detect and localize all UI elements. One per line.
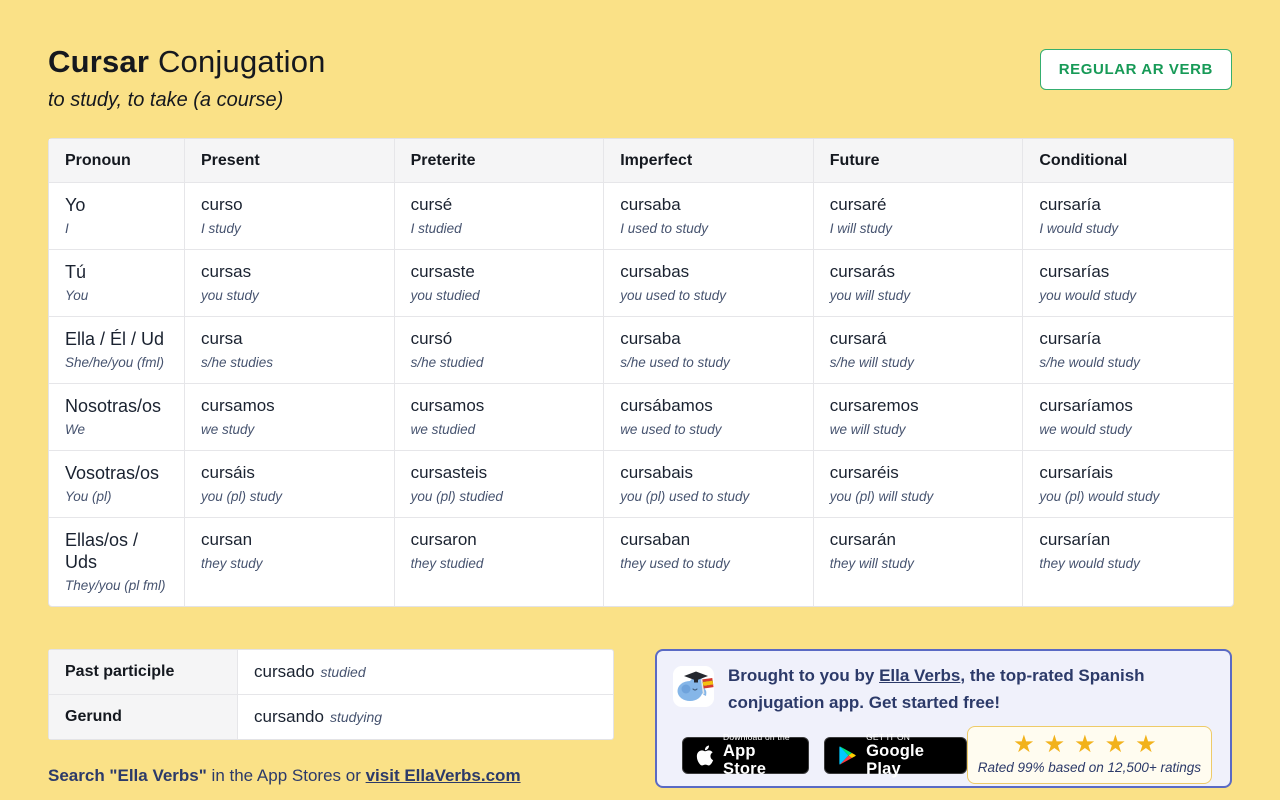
conjugation-cell xyxy=(185,384,395,451)
conjugation-cell xyxy=(814,518,1024,606)
google-play-badge[interactable] xyxy=(824,732,967,778)
gerund-translation: studying xyxy=(329,709,383,725)
conjugation-cell xyxy=(1023,317,1233,384)
conjugated-verb: cursaste xyxy=(410,262,475,281)
past-participle-word: cursado xyxy=(254,662,315,681)
pronoun: Ella / Él / Ud xyxy=(65,329,165,349)
promo-actions xyxy=(673,726,1212,784)
conjugated-verb: cursabas xyxy=(620,262,690,281)
past-participle-cell xyxy=(238,650,613,695)
conjugated-verb: cursamos xyxy=(410,396,485,415)
pronoun-cell xyxy=(49,183,185,250)
app-store-badge-text xyxy=(723,732,796,778)
table-row xyxy=(49,695,613,739)
promo-header xyxy=(673,662,1212,716)
ella-verbs-app-icon xyxy=(673,666,714,707)
conjugated-verb: cursas xyxy=(201,262,252,281)
title-block xyxy=(48,44,326,112)
conjugated-verb: cursa xyxy=(201,329,243,348)
pronoun: Vosotras/os xyxy=(65,463,160,483)
conjugated-verb: cursamos xyxy=(201,396,275,415)
column-header-future: Future xyxy=(814,139,1024,183)
promo-box xyxy=(655,649,1232,788)
bottom-left-column xyxy=(48,649,614,788)
conjugated-verb: cursaré xyxy=(829,195,887,214)
badge-tagline: GET IT ON xyxy=(866,732,911,742)
pronoun: Nosotras/os xyxy=(65,396,162,416)
pronoun-cell xyxy=(49,451,185,518)
gerund-label: Gerund xyxy=(49,695,238,739)
pronoun: Tú xyxy=(65,262,87,282)
app-store-badge[interactable] xyxy=(682,732,809,778)
translation: s/he would study xyxy=(1039,355,1140,370)
translation: we will study xyxy=(829,422,906,437)
conjugated-verb: cursarían xyxy=(1039,530,1111,549)
conjugation-cell xyxy=(814,250,1024,317)
conjugated-verb: cursaría xyxy=(1039,329,1101,348)
translation: I used to study xyxy=(620,221,708,236)
conjugated-verb: cursasteis xyxy=(410,463,488,482)
pronoun-cell xyxy=(49,384,185,451)
translation: you (pl) used to study xyxy=(620,489,750,504)
conjugation-cell xyxy=(1023,250,1233,317)
translation: they study xyxy=(201,556,263,571)
conjugated-verb: cursan xyxy=(201,530,253,549)
regular-ar-verb-badge[interactable]: REGULAR AR VERB xyxy=(1040,49,1232,90)
bottom-section xyxy=(48,649,1232,788)
conjugation-cell xyxy=(604,183,814,250)
verb-forms-table xyxy=(48,649,614,740)
past-participle-label: Past participle xyxy=(49,650,238,695)
conjugation-cell xyxy=(814,183,1024,250)
conjugated-verb: cursaba xyxy=(620,195,681,214)
conjugation-cell xyxy=(185,183,395,250)
table-row xyxy=(49,518,1233,606)
translation: I study xyxy=(201,221,241,236)
pronoun-cell xyxy=(49,250,185,317)
conjugated-verb: cursaría xyxy=(1039,195,1101,214)
conjugated-verb: cursarán xyxy=(829,530,896,549)
title-suffix: Conjugation xyxy=(149,44,326,79)
translation: you (pl) will study xyxy=(829,489,934,504)
conjugated-verb: cursaríais xyxy=(1039,463,1114,482)
column-header-conditional: Conditional xyxy=(1023,139,1233,183)
translation: we study xyxy=(201,422,255,437)
translation: they used to study xyxy=(620,556,730,571)
column-header-imperfect: Imperfect xyxy=(604,139,814,183)
google-play-badge-text xyxy=(866,732,954,778)
translation: I would study xyxy=(1039,221,1119,236)
column-header-preterite: Preterite xyxy=(395,139,605,183)
rating-text: Rated 99% based on 12,500+ ratings xyxy=(977,760,1201,775)
translation: you studied xyxy=(410,288,480,303)
ellaverbs-link[interactable]: visit EllaVerbs.com xyxy=(365,766,521,785)
conjugation-cell xyxy=(395,183,605,250)
conjugated-verb: cursé xyxy=(410,195,453,214)
translation: they will study xyxy=(829,556,914,571)
conjugation-cell xyxy=(604,518,814,606)
table-row xyxy=(49,250,1233,317)
conjugation-table xyxy=(48,138,1234,607)
pronoun-cell xyxy=(49,317,185,384)
conjugated-verb: cursaban xyxy=(620,530,691,549)
column-header-pronoun: Pronoun xyxy=(49,139,185,183)
apple-icon xyxy=(695,743,715,767)
conjugation-cell xyxy=(395,384,605,451)
conjugation-cell xyxy=(1023,384,1233,451)
translation: s/he will study xyxy=(829,355,914,370)
pronoun: Ellas/os / Uds xyxy=(65,530,139,572)
footer-search-text: Search "Ella Verbs" xyxy=(48,766,207,785)
conjugated-verb: cursarías xyxy=(1039,262,1110,281)
pronoun-translation: She/he/you (fml) xyxy=(65,355,165,370)
conjugation-cell xyxy=(185,250,395,317)
conjugation-cell xyxy=(1023,451,1233,518)
page-title xyxy=(48,44,326,80)
conjugation-cell xyxy=(604,451,814,518)
verb-name: Cursar xyxy=(48,44,150,79)
translation: we would study xyxy=(1039,422,1132,437)
header xyxy=(48,44,1232,112)
conjugation-cell xyxy=(1023,518,1233,606)
conjugated-verb: cursaremos xyxy=(829,396,919,415)
pronoun-cell xyxy=(49,518,185,606)
badge-store-name: App Store xyxy=(723,742,767,778)
promo-text-before: Brought to you by xyxy=(728,666,880,685)
ella-verbs-link[interactable]: Ella Verbs xyxy=(879,666,961,685)
conjugation-cell xyxy=(395,451,605,518)
badge-store-name: Google Play xyxy=(866,742,925,778)
table-row xyxy=(49,317,1233,384)
conjugated-verb: cursarás xyxy=(829,262,895,281)
translation: you (pl) studied xyxy=(410,489,503,504)
conjugation-cell xyxy=(814,451,1024,518)
translation: you (pl) study xyxy=(201,489,283,504)
table-row xyxy=(49,451,1233,518)
pronoun-translation: I xyxy=(65,221,69,236)
conjugation-cell xyxy=(185,317,395,384)
footer-middle-text: in the App Stores or xyxy=(206,766,366,785)
conjugation-cell xyxy=(604,317,814,384)
conjugation-cell xyxy=(814,317,1024,384)
table-row xyxy=(49,650,613,695)
gerund-cell xyxy=(238,695,613,739)
conjugated-verb: curso xyxy=(201,195,243,214)
translation: s/he studies xyxy=(201,355,274,370)
translation: s/he used to study xyxy=(620,355,730,370)
conjugated-verb: cursaron xyxy=(410,530,477,549)
translation: they would study xyxy=(1039,556,1140,571)
conjugated-verb: cursabais xyxy=(620,463,693,482)
conjugation-cell xyxy=(185,518,395,606)
rating-box xyxy=(967,726,1212,784)
column-header-present: Present xyxy=(185,139,395,183)
pronoun-translation: You (pl) xyxy=(65,489,112,504)
translation: you study xyxy=(201,288,259,303)
conjugated-verb: cursaréis xyxy=(829,463,899,482)
translation: you (pl) would study xyxy=(1039,489,1160,504)
google-play-icon xyxy=(837,743,858,767)
conjugated-verb: cursábamos xyxy=(620,396,713,415)
conjugated-verb: cursaba xyxy=(620,329,681,348)
promo-text-after: , the top-rated Spanish conjugation app. Get started free! xyxy=(728,666,1145,712)
conjugated-verb: cursará xyxy=(829,329,887,348)
translation: you will study xyxy=(829,288,911,303)
five-stars-icon: ★★★★★ xyxy=(1013,731,1166,758)
conjugation-cell xyxy=(604,250,814,317)
conjugated-verb: cursáis xyxy=(201,463,255,482)
translation: s/he studied xyxy=(410,355,484,370)
translation: we studied xyxy=(410,422,476,437)
translation: you used to study xyxy=(620,288,727,303)
conjugation-cell xyxy=(1023,183,1233,250)
table-row xyxy=(49,183,1233,250)
pronoun-translation: They/you (pl fml) xyxy=(65,578,166,593)
conjugation-cell xyxy=(395,317,605,384)
pronoun-translation: We xyxy=(65,422,86,437)
verb-translation-subtitle: to study, to take (a course) xyxy=(48,89,284,111)
translation: they studied xyxy=(410,556,484,571)
translation: I will study xyxy=(829,221,893,236)
gerund-word: cursando xyxy=(254,707,324,726)
pronoun-translation: You xyxy=(65,288,89,303)
conjugated-verb: cursó xyxy=(410,329,453,348)
pronoun: Yo xyxy=(65,195,86,215)
translation: you would study xyxy=(1039,288,1137,303)
translation: we used to study xyxy=(620,422,722,437)
badge-tagline: Download on the xyxy=(723,732,790,742)
conjugated-verb: cursaríamos xyxy=(1039,396,1133,415)
table-row xyxy=(49,384,1233,451)
conjugation-cell xyxy=(814,384,1024,451)
conjugation-cell xyxy=(604,384,814,451)
conjugation-cell xyxy=(185,451,395,518)
conjugation-cell xyxy=(395,518,605,606)
promo-message xyxy=(728,662,1212,716)
table-header-row xyxy=(49,139,1233,183)
past-participle-translation: studied xyxy=(320,664,366,680)
footer-note xyxy=(48,766,614,786)
conjugation-cell xyxy=(395,250,605,317)
translation: I studied xyxy=(410,221,462,236)
